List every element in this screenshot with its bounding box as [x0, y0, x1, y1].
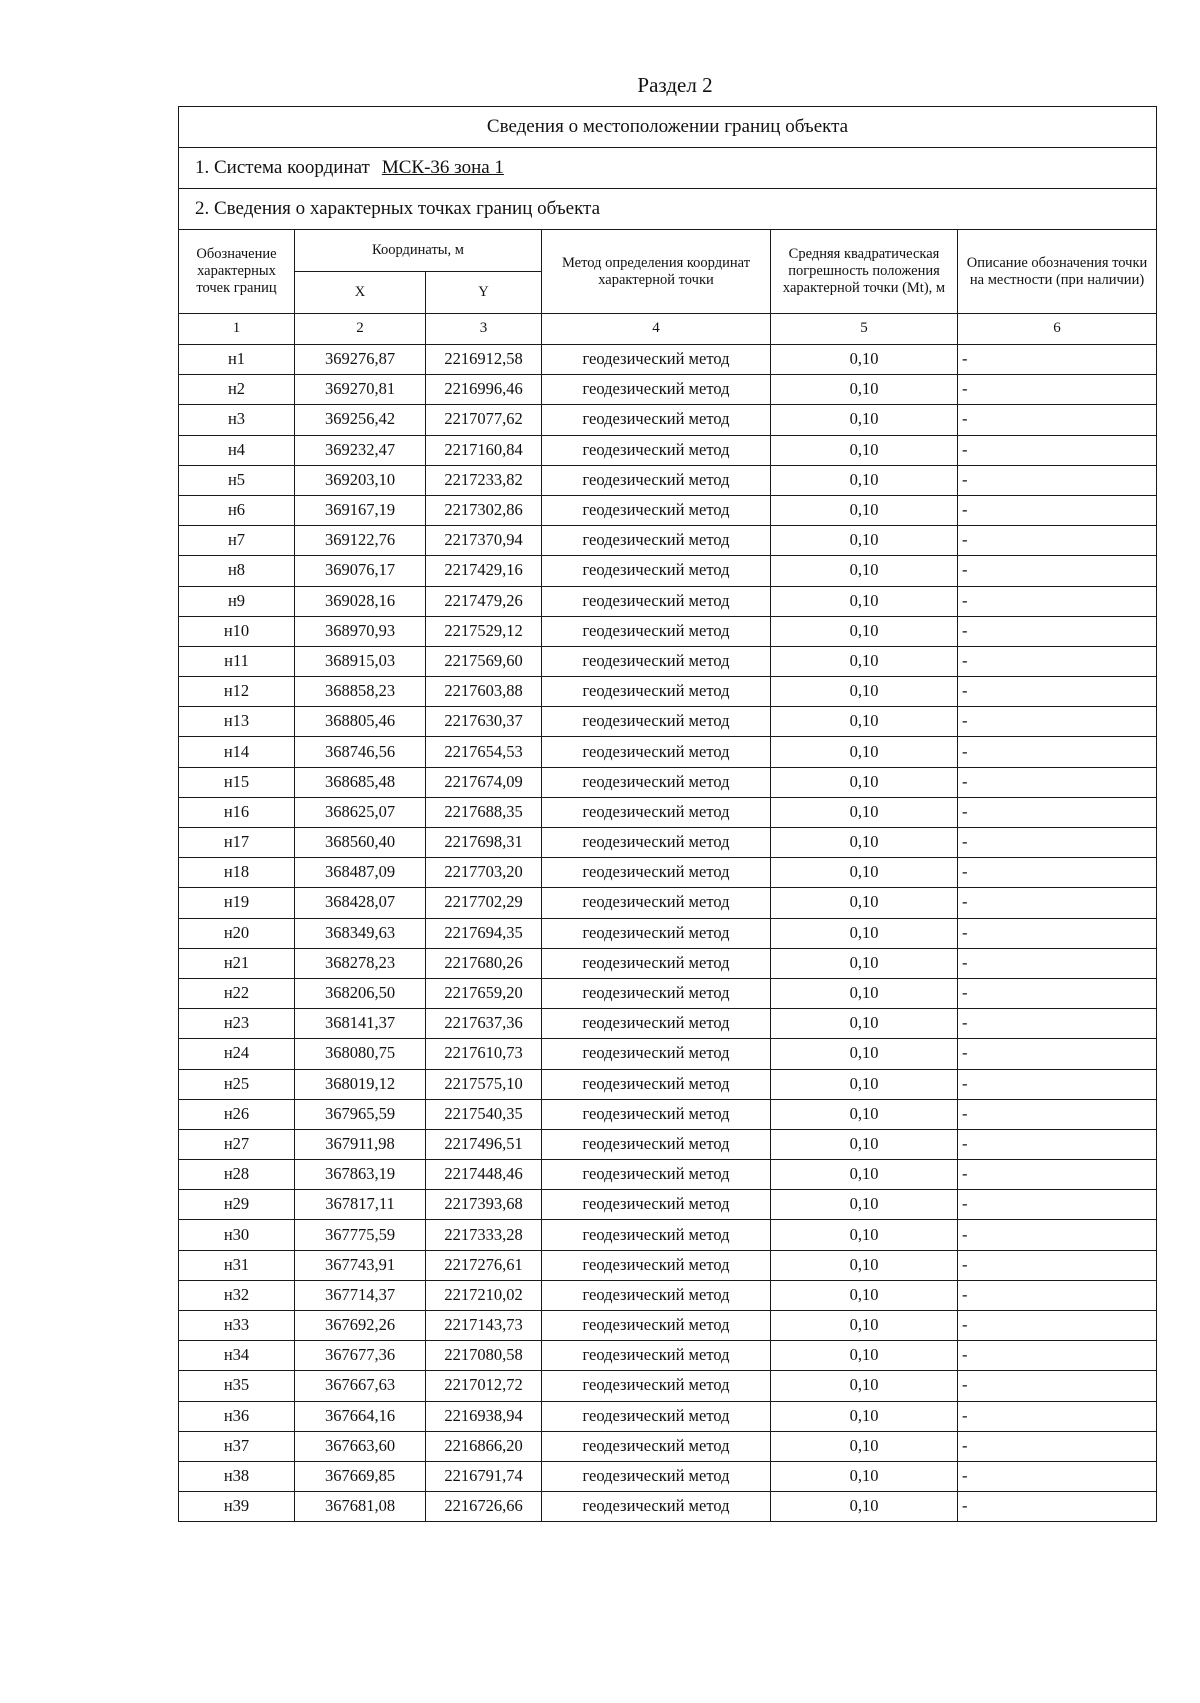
y-coordinate-cell: 2217603,88	[426, 677, 542, 707]
error-cell: 0,10	[771, 1371, 958, 1401]
x-coordinate-cell: 368805,46	[295, 707, 426, 737]
table-row	[179, 828, 1157, 858]
table-row	[179, 948, 1157, 978]
description-cell: -	[958, 1311, 1157, 1341]
table-row	[179, 1461, 1157, 1491]
table-row	[179, 526, 1157, 556]
table-row	[179, 918, 1157, 948]
y-coordinate-cell: 2217077,62	[426, 405, 542, 435]
error-cell: 0,10	[771, 495, 958, 525]
point-id-cell: н2	[179, 375, 295, 405]
x-coordinate-cell: 368858,23	[295, 677, 426, 707]
x-coordinate-cell: 368560,40	[295, 828, 426, 858]
y-coordinate-cell: 2217575,10	[426, 1069, 542, 1099]
point-id-cell: н17	[179, 828, 295, 858]
column-number: 3	[426, 314, 542, 345]
method-cell: геодезический метод	[542, 1129, 771, 1159]
description-cell: -	[958, 858, 1157, 888]
y-coordinate-cell: 2217540,35	[426, 1099, 542, 1129]
table-row	[179, 375, 1157, 405]
y-coordinate-cell: 2216938,94	[426, 1401, 542, 1431]
table-caption: Сведения о местоположении границ объекта	[179, 107, 1157, 148]
error-cell: 0,10	[771, 1009, 958, 1039]
point-id-cell: н34	[179, 1341, 295, 1371]
description-cell: -	[958, 1129, 1157, 1159]
method-cell: геодезический метод	[542, 767, 771, 797]
x-coordinate-cell: 369028,16	[295, 586, 426, 616]
error-cell: 0,10	[771, 1492, 958, 1522]
method-cell: геодезический метод	[542, 918, 771, 948]
header-y: Y	[426, 272, 542, 314]
point-id-cell: н30	[179, 1220, 295, 1250]
point-id-cell: н33	[179, 1311, 295, 1341]
description-cell: -	[958, 707, 1157, 737]
error-cell: 0,10	[771, 1341, 958, 1371]
error-cell: 0,10	[771, 737, 958, 767]
description-cell: -	[958, 616, 1157, 646]
y-coordinate-cell: 2217674,09	[426, 767, 542, 797]
method-cell: геодезический метод	[542, 1250, 771, 1280]
table-row	[179, 1341, 1157, 1371]
description-cell: -	[958, 978, 1157, 1008]
header-coordinates: Координаты, м	[295, 230, 542, 272]
description-cell: -	[958, 1099, 1157, 1129]
x-coordinate-cell: 368206,50	[295, 978, 426, 1008]
point-id-cell: н6	[179, 495, 295, 525]
description-cell: -	[958, 495, 1157, 525]
x-coordinate-cell: 367681,08	[295, 1492, 426, 1522]
method-cell: геодезический метод	[542, 858, 771, 888]
table-row	[179, 707, 1157, 737]
description-cell: -	[958, 1371, 1157, 1401]
method-cell: геодезический метод	[542, 1371, 771, 1401]
y-coordinate-cell: 2217143,73	[426, 1311, 542, 1341]
table-row	[179, 737, 1157, 767]
y-coordinate-cell: 2217529,12	[426, 616, 542, 646]
x-coordinate-cell: 368349,63	[295, 918, 426, 948]
point-id-cell: н11	[179, 646, 295, 676]
y-coordinate-cell: 2217703,20	[426, 858, 542, 888]
method-cell: геодезический метод	[542, 1461, 771, 1491]
table-row	[179, 1250, 1157, 1280]
table-row	[179, 797, 1157, 827]
error-cell: 0,10	[771, 1190, 958, 1220]
point-id-cell: н13	[179, 707, 295, 737]
y-coordinate-cell: 2216996,46	[426, 375, 542, 405]
x-coordinate-cell: 368625,07	[295, 797, 426, 827]
error-cell: 0,10	[771, 345, 958, 375]
y-coordinate-cell: 2217233,82	[426, 465, 542, 495]
header-designation: Обозначение характерных точек границ	[179, 230, 295, 314]
description-cell: -	[958, 677, 1157, 707]
point-id-cell: н31	[179, 1250, 295, 1280]
x-coordinate-cell: 368019,12	[295, 1069, 426, 1099]
y-coordinate-cell: 2217610,73	[426, 1039, 542, 1069]
x-coordinate-cell: 368428,07	[295, 888, 426, 918]
y-coordinate-cell: 2217694,35	[426, 918, 542, 948]
description-cell: -	[958, 1039, 1157, 1069]
description-cell: -	[958, 586, 1157, 616]
description-cell: -	[958, 1492, 1157, 1522]
description-cell: -	[958, 1431, 1157, 1461]
method-cell: геодезический метод	[542, 1039, 771, 1069]
table-row	[179, 1069, 1157, 1099]
description-cell: -	[958, 948, 1157, 978]
point-id-cell: н10	[179, 616, 295, 646]
y-coordinate-cell: 2217654,53	[426, 737, 542, 767]
table-row	[179, 1492, 1157, 1522]
error-cell: 0,10	[771, 1280, 958, 1310]
description-cell: -	[958, 1069, 1157, 1099]
table-row	[179, 646, 1157, 676]
method-cell: геодезический метод	[542, 677, 771, 707]
y-coordinate-cell: 2217702,29	[426, 888, 542, 918]
point-id-cell: н29	[179, 1190, 295, 1220]
error-cell: 0,10	[771, 1099, 958, 1129]
y-coordinate-cell: 2217479,26	[426, 586, 542, 616]
x-coordinate-cell: 367743,91	[295, 1250, 426, 1280]
error-cell: 0,10	[771, 405, 958, 435]
y-coordinate-cell: 2217276,61	[426, 1250, 542, 1280]
x-coordinate-cell: 369167,19	[295, 495, 426, 525]
method-cell: геодезический метод	[542, 616, 771, 646]
y-coordinate-cell: 2217012,72	[426, 1371, 542, 1401]
y-coordinate-cell: 2217210,02	[426, 1280, 542, 1310]
method-cell: геодезический метод	[542, 646, 771, 676]
method-cell: геодезический метод	[542, 586, 771, 616]
x-coordinate-cell: 367692,26	[295, 1311, 426, 1341]
header-description: Описание обозначения точки на местности (при наличии)	[958, 230, 1157, 314]
table-row	[179, 677, 1157, 707]
description-cell: -	[958, 1401, 1157, 1431]
error-cell: 0,10	[771, 465, 958, 495]
method-cell: геодезический метод	[542, 948, 771, 978]
table-row	[179, 556, 1157, 586]
method-cell: геодезический метод	[542, 1009, 771, 1039]
point-id-cell: н37	[179, 1431, 295, 1461]
point-id-cell: н16	[179, 797, 295, 827]
description-cell: -	[958, 797, 1157, 827]
method-cell: геодезический метод	[542, 345, 771, 375]
x-coordinate-cell: 367965,59	[295, 1099, 426, 1129]
x-coordinate-cell: 368487,09	[295, 858, 426, 888]
point-id-cell: н12	[179, 677, 295, 707]
error-cell: 0,10	[771, 677, 958, 707]
method-cell: геодезический метод	[542, 707, 771, 737]
description-cell: -	[958, 1009, 1157, 1039]
error-cell: 0,10	[771, 586, 958, 616]
y-coordinate-cell: 2217448,46	[426, 1160, 542, 1190]
table-row	[179, 1129, 1157, 1159]
method-cell: геодезический метод	[542, 978, 771, 1008]
error-cell: 0,10	[771, 978, 958, 1008]
point-id-cell: н23	[179, 1009, 295, 1039]
x-coordinate-cell: 367664,16	[295, 1401, 426, 1431]
description-cell: -	[958, 1190, 1157, 1220]
error-cell: 0,10	[771, 556, 958, 586]
table-row	[179, 345, 1157, 375]
description-cell: -	[958, 828, 1157, 858]
description-cell: -	[958, 767, 1157, 797]
header-x: X	[295, 272, 426, 314]
error-cell: 0,10	[771, 948, 958, 978]
point-id-cell: н28	[179, 1160, 295, 1190]
error-cell: 0,10	[771, 858, 958, 888]
method-cell: геодезический метод	[542, 797, 771, 827]
method-cell: геодезический метод	[542, 375, 771, 405]
point-id-cell: н15	[179, 767, 295, 797]
error-cell: 0,10	[771, 375, 958, 405]
table-row	[179, 767, 1157, 797]
table-row	[179, 1039, 1157, 1069]
method-cell: геодезический метод	[542, 1401, 771, 1431]
table-row	[179, 1280, 1157, 1310]
x-coordinate-cell: 368915,03	[295, 646, 426, 676]
error-cell: 0,10	[771, 616, 958, 646]
description-cell: -	[958, 1280, 1157, 1310]
table-row	[179, 586, 1157, 616]
x-coordinate-cell: 367669,85	[295, 1461, 426, 1491]
method-cell: геодезический метод	[542, 556, 771, 586]
method-cell: геодезический метод	[542, 1160, 771, 1190]
description-cell: -	[958, 918, 1157, 948]
error-cell: 0,10	[771, 767, 958, 797]
method-cell: геодезический метод	[542, 495, 771, 525]
error-cell: 0,10	[771, 797, 958, 827]
point-id-cell: н20	[179, 918, 295, 948]
column-number: 6	[958, 314, 1157, 345]
y-coordinate-cell: 2217659,20	[426, 978, 542, 1008]
point-id-cell: н22	[179, 978, 295, 1008]
y-coordinate-cell: 2217698,31	[426, 828, 542, 858]
point-id-cell: н35	[179, 1371, 295, 1401]
y-coordinate-cell: 2216791,74	[426, 1461, 542, 1491]
point-id-cell: н38	[179, 1461, 295, 1491]
error-cell: 0,10	[771, 646, 958, 676]
error-cell: 0,10	[771, 1039, 958, 1069]
table-row	[179, 1009, 1157, 1039]
y-coordinate-cell: 2217370,94	[426, 526, 542, 556]
column-number: 1	[179, 314, 295, 345]
method-cell: геодезический метод	[542, 1099, 771, 1129]
method-cell: геодезический метод	[542, 1069, 771, 1099]
point-id-cell: н5	[179, 465, 295, 495]
point-id-cell: н7	[179, 526, 295, 556]
point-id-cell: н14	[179, 737, 295, 767]
column-number: 4	[542, 314, 771, 345]
y-coordinate-cell: 2217333,28	[426, 1220, 542, 1250]
description-cell: -	[958, 1160, 1157, 1190]
table-row	[179, 1311, 1157, 1341]
method-cell: геодезический метод	[542, 1280, 771, 1310]
point-id-cell: н32	[179, 1280, 295, 1310]
table-row	[179, 1431, 1157, 1461]
x-coordinate-cell: 369276,87	[295, 345, 426, 375]
point-id-cell: н36	[179, 1401, 295, 1431]
table-row	[179, 1371, 1157, 1401]
description-cell: -	[958, 1250, 1157, 1280]
point-id-cell: н25	[179, 1069, 295, 1099]
x-coordinate-cell: 368278,23	[295, 948, 426, 978]
error-cell: 0,10	[771, 1160, 958, 1190]
description-cell: -	[958, 375, 1157, 405]
coord-system-value: МСК-36 зона 1	[381, 157, 504, 179]
point-id-cell: н4	[179, 435, 295, 465]
x-coordinate-cell: 367817,11	[295, 1190, 426, 1220]
x-coordinate-cell: 369270,81	[295, 375, 426, 405]
method-cell: геодезический метод	[542, 1341, 771, 1371]
y-coordinate-cell: 2216912,58	[426, 345, 542, 375]
table-row	[179, 465, 1157, 495]
y-coordinate-cell: 2217302,86	[426, 495, 542, 525]
header-method: Метод определения координат характерной точки	[542, 230, 771, 314]
description-cell: -	[958, 345, 1157, 375]
method-cell: геодезический метод	[542, 526, 771, 556]
table-row	[179, 405, 1157, 435]
point-id-cell: н27	[179, 1129, 295, 1159]
x-coordinate-cell: 367714,37	[295, 1280, 426, 1310]
error-cell: 0,10	[771, 1250, 958, 1280]
x-coordinate-cell: 367911,98	[295, 1129, 426, 1159]
error-cell: 0,10	[771, 888, 958, 918]
error-cell: 0,10	[771, 707, 958, 737]
method-cell: геодезический метод	[542, 1220, 771, 1250]
point-id-cell: н18	[179, 858, 295, 888]
column-number: 2	[295, 314, 426, 345]
method-cell: геодезический метод	[542, 1190, 771, 1220]
error-cell: 0,10	[771, 1311, 958, 1341]
x-coordinate-cell: 367677,36	[295, 1341, 426, 1371]
method-cell: геодезический метод	[542, 1492, 771, 1522]
table-row	[179, 888, 1157, 918]
y-coordinate-cell: 2217393,68	[426, 1190, 542, 1220]
description-cell: -	[958, 737, 1157, 767]
method-cell: геодезический метод	[542, 888, 771, 918]
error-cell: 0,10	[771, 1431, 958, 1461]
table-row	[179, 495, 1157, 525]
description-cell: -	[958, 1341, 1157, 1371]
x-coordinate-cell: 368685,48	[295, 767, 426, 797]
table-row	[179, 978, 1157, 1008]
y-coordinate-cell: 2217688,35	[426, 797, 542, 827]
method-cell: геодезический метод	[542, 737, 771, 767]
x-coordinate-cell: 369122,76	[295, 526, 426, 556]
table-row	[179, 1401, 1157, 1431]
error-cell: 0,10	[771, 1220, 958, 1250]
error-cell: 0,10	[771, 918, 958, 948]
method-cell: геодезический метод	[542, 435, 771, 465]
error-cell: 0,10	[771, 1069, 958, 1099]
point-id-cell: н9	[179, 586, 295, 616]
point-id-cell: н39	[179, 1492, 295, 1522]
x-coordinate-cell: 368970,93	[295, 616, 426, 646]
column-number: 5	[771, 314, 958, 345]
point-id-cell: н1	[179, 345, 295, 375]
x-coordinate-cell: 368141,37	[295, 1009, 426, 1039]
description-cell: -	[958, 526, 1157, 556]
table-row	[179, 435, 1157, 465]
point-id-cell: н24	[179, 1039, 295, 1069]
x-coordinate-cell: 367667,63	[295, 1371, 426, 1401]
points-heading: 2. Сведения о характерных точках границ объекта	[179, 189, 1157, 230]
y-coordinate-cell: 2217429,16	[426, 556, 542, 586]
point-id-cell: н19	[179, 888, 295, 918]
x-coordinate-cell: 368080,75	[295, 1039, 426, 1069]
x-coordinate-cell: 368746,56	[295, 737, 426, 767]
y-coordinate-cell: 2217496,51	[426, 1129, 542, 1159]
x-coordinate-cell: 367663,60	[295, 1431, 426, 1461]
x-coordinate-cell: 367775,59	[295, 1220, 426, 1250]
y-coordinate-cell: 2217680,26	[426, 948, 542, 978]
y-coordinate-cell: 2216866,20	[426, 1431, 542, 1461]
description-cell: -	[958, 556, 1157, 586]
method-cell: геодезический метод	[542, 465, 771, 495]
y-coordinate-cell: 2216726,66	[426, 1492, 542, 1522]
boundary-points-table	[178, 106, 1157, 1522]
description-cell: -	[958, 646, 1157, 676]
table-row	[179, 858, 1157, 888]
error-cell: 0,10	[771, 1461, 958, 1491]
error-cell: 0,10	[771, 1401, 958, 1431]
coord-system-row	[179, 148, 1157, 189]
method-cell: геодезический метод	[542, 1431, 771, 1461]
error-cell: 0,10	[771, 828, 958, 858]
table-row	[179, 1220, 1157, 1250]
x-coordinate-cell: 369203,10	[295, 465, 426, 495]
point-id-cell: н26	[179, 1099, 295, 1129]
point-id-cell: н8	[179, 556, 295, 586]
method-cell: геодезический метод	[542, 405, 771, 435]
description-cell: -	[958, 465, 1157, 495]
error-cell: 0,10	[771, 526, 958, 556]
x-coordinate-cell: 369232,47	[295, 435, 426, 465]
table-row	[179, 1099, 1157, 1129]
y-coordinate-cell: 2217569,60	[426, 646, 542, 676]
method-cell: геодезический метод	[542, 828, 771, 858]
x-coordinate-cell: 369256,42	[295, 405, 426, 435]
header-error: Средняя квадратическая погрешность положения характерной точки (Mt), м	[771, 230, 958, 314]
description-cell: -	[958, 1220, 1157, 1250]
table-row	[179, 616, 1157, 646]
point-id-cell: н3	[179, 405, 295, 435]
point-id-cell: н21	[179, 948, 295, 978]
description-cell: -	[958, 405, 1157, 435]
error-cell: 0,10	[771, 435, 958, 465]
y-coordinate-cell: 2217160,84	[426, 435, 542, 465]
method-cell: геодезический метод	[542, 1311, 771, 1341]
y-coordinate-cell: 2217080,58	[426, 1341, 542, 1371]
description-cell: -	[958, 1461, 1157, 1491]
table-row	[179, 1190, 1157, 1220]
description-cell: -	[958, 435, 1157, 465]
error-cell: 0,10	[771, 1129, 958, 1159]
description-cell: -	[958, 888, 1157, 918]
y-coordinate-cell: 2217637,36	[426, 1009, 542, 1039]
x-coordinate-cell: 369076,17	[295, 556, 426, 586]
x-coordinate-cell: 367863,19	[295, 1160, 426, 1190]
coord-system-label: 1. Система координат	[195, 157, 370, 179]
section-title: Раздел 2	[637, 73, 713, 97]
table-row	[179, 1160, 1157, 1190]
y-coordinate-cell: 2217630,37	[426, 707, 542, 737]
